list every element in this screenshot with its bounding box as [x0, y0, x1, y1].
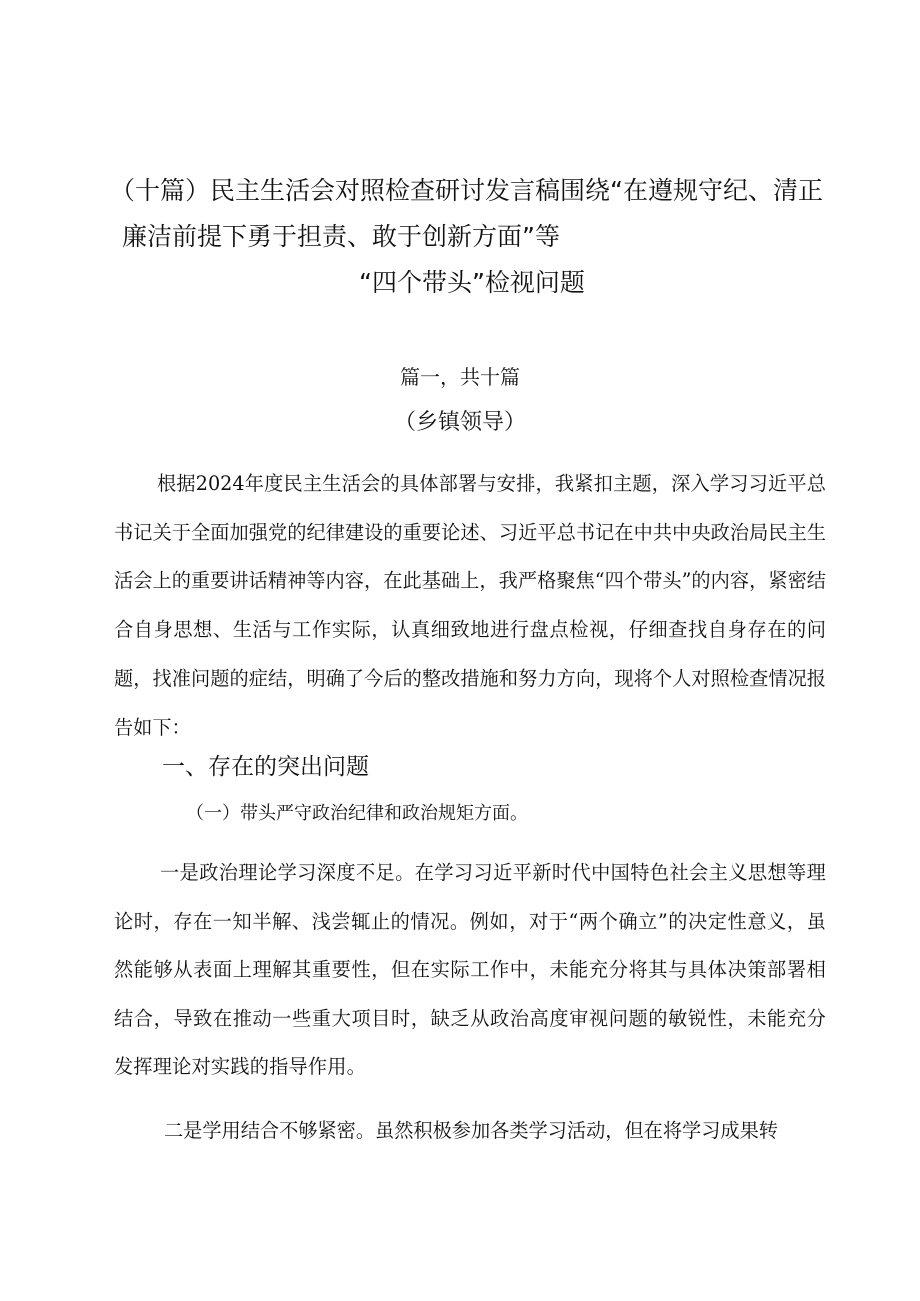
- document-role-subtitle: （乡镇领导）: [393, 410, 526, 435]
- point-two-paragraph: 二是学用结合不够紧密。虽然积极参加各类学习活动，但在将学习成果转: [164, 1119, 778, 1142]
- intro-paragraph: 根据2024年度民主生活会的具体部署与安排，我紧扣主题，深入学习习近平总书记关于全面加强党的纪律建设的重要论述、习近平总书记在中共中央政治局民主生活会上的重要讲话精神等内容，在此基础上，我严格聚焦“四个带头”的内容，紧密结合自身思想、生活与工作实际，认真细致地进行盘点检视，仔细查找自身存在的问题，找准问题的症结，明确了今后的整改措施和努力方向，现将个人对照检查情况报告如下：: [114, 472, 826, 739]
- title-line-1: （十篇）民主生活会对照检查研讨发言稿围绕“在遵规守纪、清正: [110, 176, 823, 205]
- document-title: [110, 168, 823, 306]
- section-heading: 一、存在的突出问题: [162, 754, 369, 780]
- title-line-3: “四个带头”检视问题: [359, 268, 585, 297]
- subsection-heading: （一）带头严守政治纪律和政治规矩方面。: [186, 803, 528, 824]
- title-line-2: 廉洁前提下勇于担责、敢于创新方面”等: [122, 222, 560, 251]
- point-one-paragraph: 一是政治理论学习深度不足。在学习习近平新时代中国特色社会主义思想等理论时，存在一知半解、浅尝辄止的情况。例如，对于“两个确立”的决定性意义，虽然能够从表面上理解其重要性，但在实际工作中，未能充分将其与具体决策部署相结合，导致在推动一些重大项目时，缺乏从政治高度审视问题的敏锐性，未能充分发挥理论对实践的指导作用。: [114, 861, 826, 1079]
- document-subtitle: 篇一，共十篇: [400, 365, 520, 389]
